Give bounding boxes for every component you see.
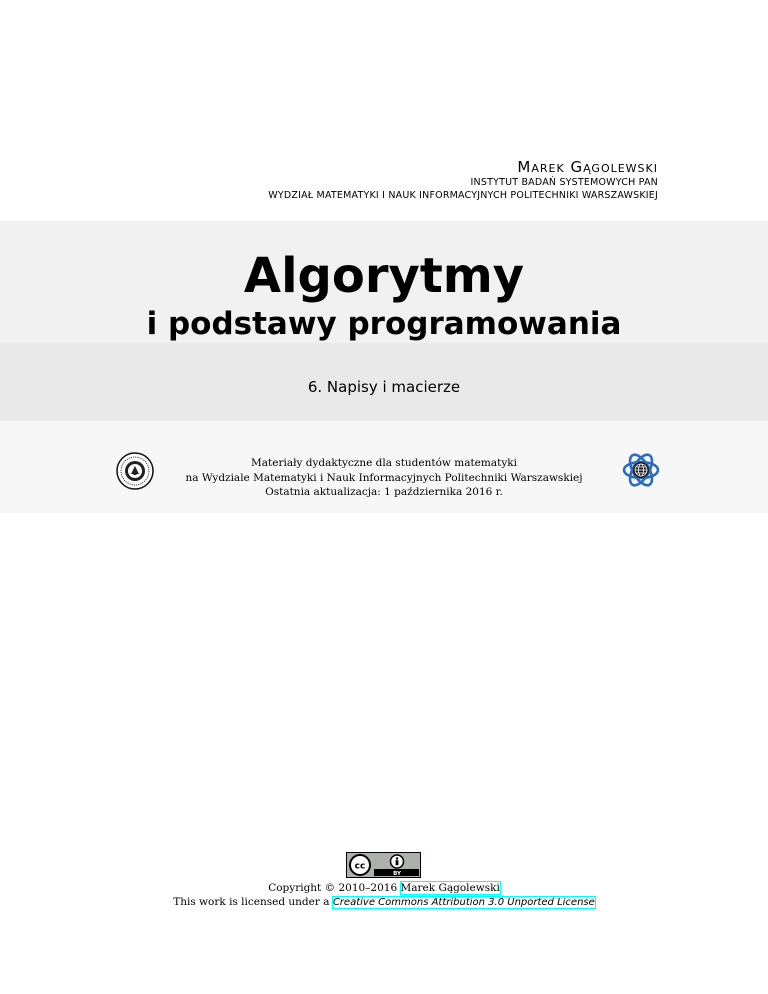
course-info [180,456,588,500]
affiliation-institute: INSTYTUT BADAŃ SYSTEMOWYCH PAN [470,177,658,188]
copyright-prefix: Copyright © 2010–2016 [268,882,398,894]
svg-text:BY: BY [393,871,401,877]
author-block [268,158,658,202]
copyright-block [0,881,768,910]
license-prefix: This work is licensed under a [173,896,330,908]
cc-by-icon[interactable] [346,852,421,878]
license-link[interactable]: Creative Commons Attribution 3.0 Unported License [332,897,595,908]
document-title: Algorytmy [243,248,525,304]
affiliation-faculty: WYDZIAŁ MATEMATYKI I NAUK INFORMACYJNYCH POLITECHNIKI WARSZAWSKIEJ [268,190,658,201]
license-line [0,895,768,910]
author-link[interactable]: Marek Gągolewski [400,882,500,894]
svg-text:cc: cc [354,861,366,872]
info-line-1: Materiały dydaktyczne dla studentów matematyki [251,457,517,469]
info-line-3: Ostatnia aktualizacja: 1 października 2016 r. [265,486,503,498]
info-line-2: na Wydziale Matematyki i Nauk Informacyjnych Politechniki Warszawskiej [185,471,583,484]
mini-faculty-logo-icon [621,450,661,490]
copyright-line [0,881,768,895]
chapter-heading: 6. Napisy i macierze [307,378,461,396]
university-seal-icon [116,452,154,490]
author-name: Marek Gągolewski [517,158,658,176]
document-subtitle: i podstawy programowania [146,306,622,342]
